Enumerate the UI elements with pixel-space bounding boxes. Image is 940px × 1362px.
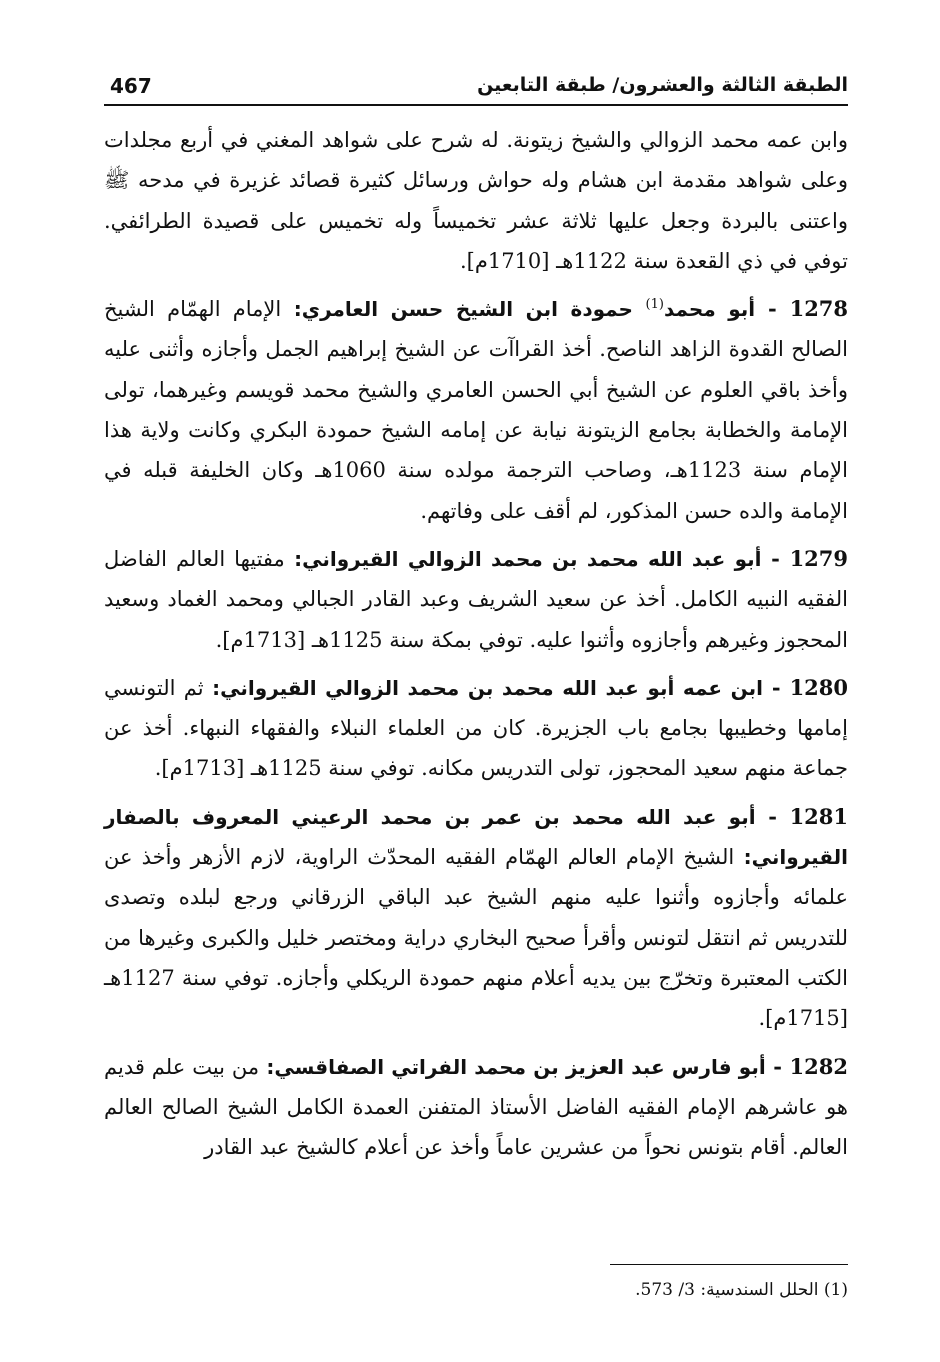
paragraph-text: وابن عمه محمد الزوالي والشيخ زيتونة. له شرح على شواهد المغني في أربع مجلدات وعلى شواهد مقدمة ابن هشام وله حواش ورسائل كثيرة قصائد غزيرة في مدحه ﷺ واعتنى بالبردة وجعل عليها ثلاثة عشر تخميساً وله تخميس على قصيدة الطرائفي. توفي في ذي القعدة سنة 1122هـ [1710م].	[104, 128, 848, 273]
footnote	[348, 1276, 848, 1304]
entry-number: 1278 -	[755, 296, 849, 322]
entry-heading: ابن عمه أبو عبد الله محمد بن محمد الزوالي القيرواني:	[203, 675, 764, 700]
running-title: الطبقة الثالثة والعشرون/ طبقة التابعين	[477, 74, 848, 96]
biography-entry-1281	[104, 797, 848, 1039]
entry-text: من بيت علم قديم هو عاشرهم الإمام الفقيه الفاضل الأستاذ المتفنن العمدة الكامل الشيخ الصالح العالم العالم. أقام بتونس نحواً من عشرين عاماً وأخذ عن أعلام كالشيخ عبد القادر	[104, 1054, 848, 1160]
footnote-text: الحلل السندسية: 3/ 573.	[635, 1280, 819, 1300]
entry-number: 1282 -	[765, 1053, 848, 1079]
biography-entry-1282	[104, 1047, 848, 1168]
entry-text: ثم التونسي إمامها وخطيبها بجامع باب الجزيرة. كان من العلماء النبلاء والفقهاء النبهاء. أخذ عن جماعة منهم سعيد المحجوز، تولى التدريس مكانه. توفي سنة 1125هـ [1713م].	[104, 675, 848, 781]
entry-heading: أبو محمد	[663, 297, 756, 322]
biography-entry-1278	[104, 289, 848, 531]
entry-text: الشيخ الإمام العالم الهمّام الفقيه المحدّث الراوية، لازم الأزهر وأخذ عن علمائه وأجازوه وأثنوا عليه منهم الشيخ عبد الباقي الزرقاني ورجع لبلده وتصدى للتدريس ثم انتقل لتونس وأقرأ صحيح البخاري دراية ومختصر خليل والكبرى وغيرها من الكتب المعتبرة وتخرّج بين يديه أعلام منهم حمودة الريكلي وأجازه. توفي سنة 1127هـ [1715م].	[104, 845, 848, 1031]
entry-number: 1280 -	[763, 674, 849, 700]
entry-text: مفتيها العالم الفاضل الفقيه النبيه الكامل. أخذ عن سعيد الشريف وعبد القادر الجبالي ومحمد الغماد وسعيد المحجوز وغيرهم وأجازوه وأثنوا عليه. توفي بمكة سنة 1125هـ [1713م].	[104, 546, 848, 652]
entry-number: 1279 -	[761, 545, 849, 571]
page-body	[104, 120, 848, 1167]
footnote-divider	[610, 1264, 848, 1265]
entry-number: 1281 -	[755, 803, 849, 829]
biography-entry-1280	[104, 668, 848, 789]
entry-text: الإمام الهمّام الشيخ الصالح القدوة الزاهد الناصح. أخذ القراآت عن الشيخ إبراهيم الجمل وأجازه وأثنى عليه وأخذ باقي العلوم عن الشيخ أبي الحسن العامري والشيخ محمد قويسم وغيرهما، تولى الإمامة والخطابة بجامع الزيتونة نيابة عن إمامه الشيخ حمودة البكري وكانت ولاية هذا الإمام سنة 1123هـ، وصاحب الترجمة مولده سنة 1060هـ وكان الخليفة قبله في الإمامة والده حسن المذكور، لم أقف على وفاتهم.	[104, 297, 848, 523]
entry-heading-rest: حمودة ابن الشيخ حسن العامري:	[281, 297, 646, 322]
page-number: 467	[110, 74, 152, 98]
biography-entry-1279	[104, 539, 848, 660]
footnote-reference: (1)	[645, 297, 664, 313]
entry-heading: أبو عبد الله محمد بن محمد الزوالي القيرواني:	[284, 546, 762, 571]
continued-paragraph	[104, 120, 848, 281]
footnote-marker: (1)	[823, 1280, 848, 1300]
entry-heading: أبو عبد الله محمد بن عمر بن محمد الرعيني المعروف بالصفار القيرواني:	[104, 804, 848, 870]
entry-heading: أبو فارس عبد العزيز بن محمد الفراتي الصفاقسي:	[259, 1054, 766, 1079]
page-header	[104, 64, 848, 106]
